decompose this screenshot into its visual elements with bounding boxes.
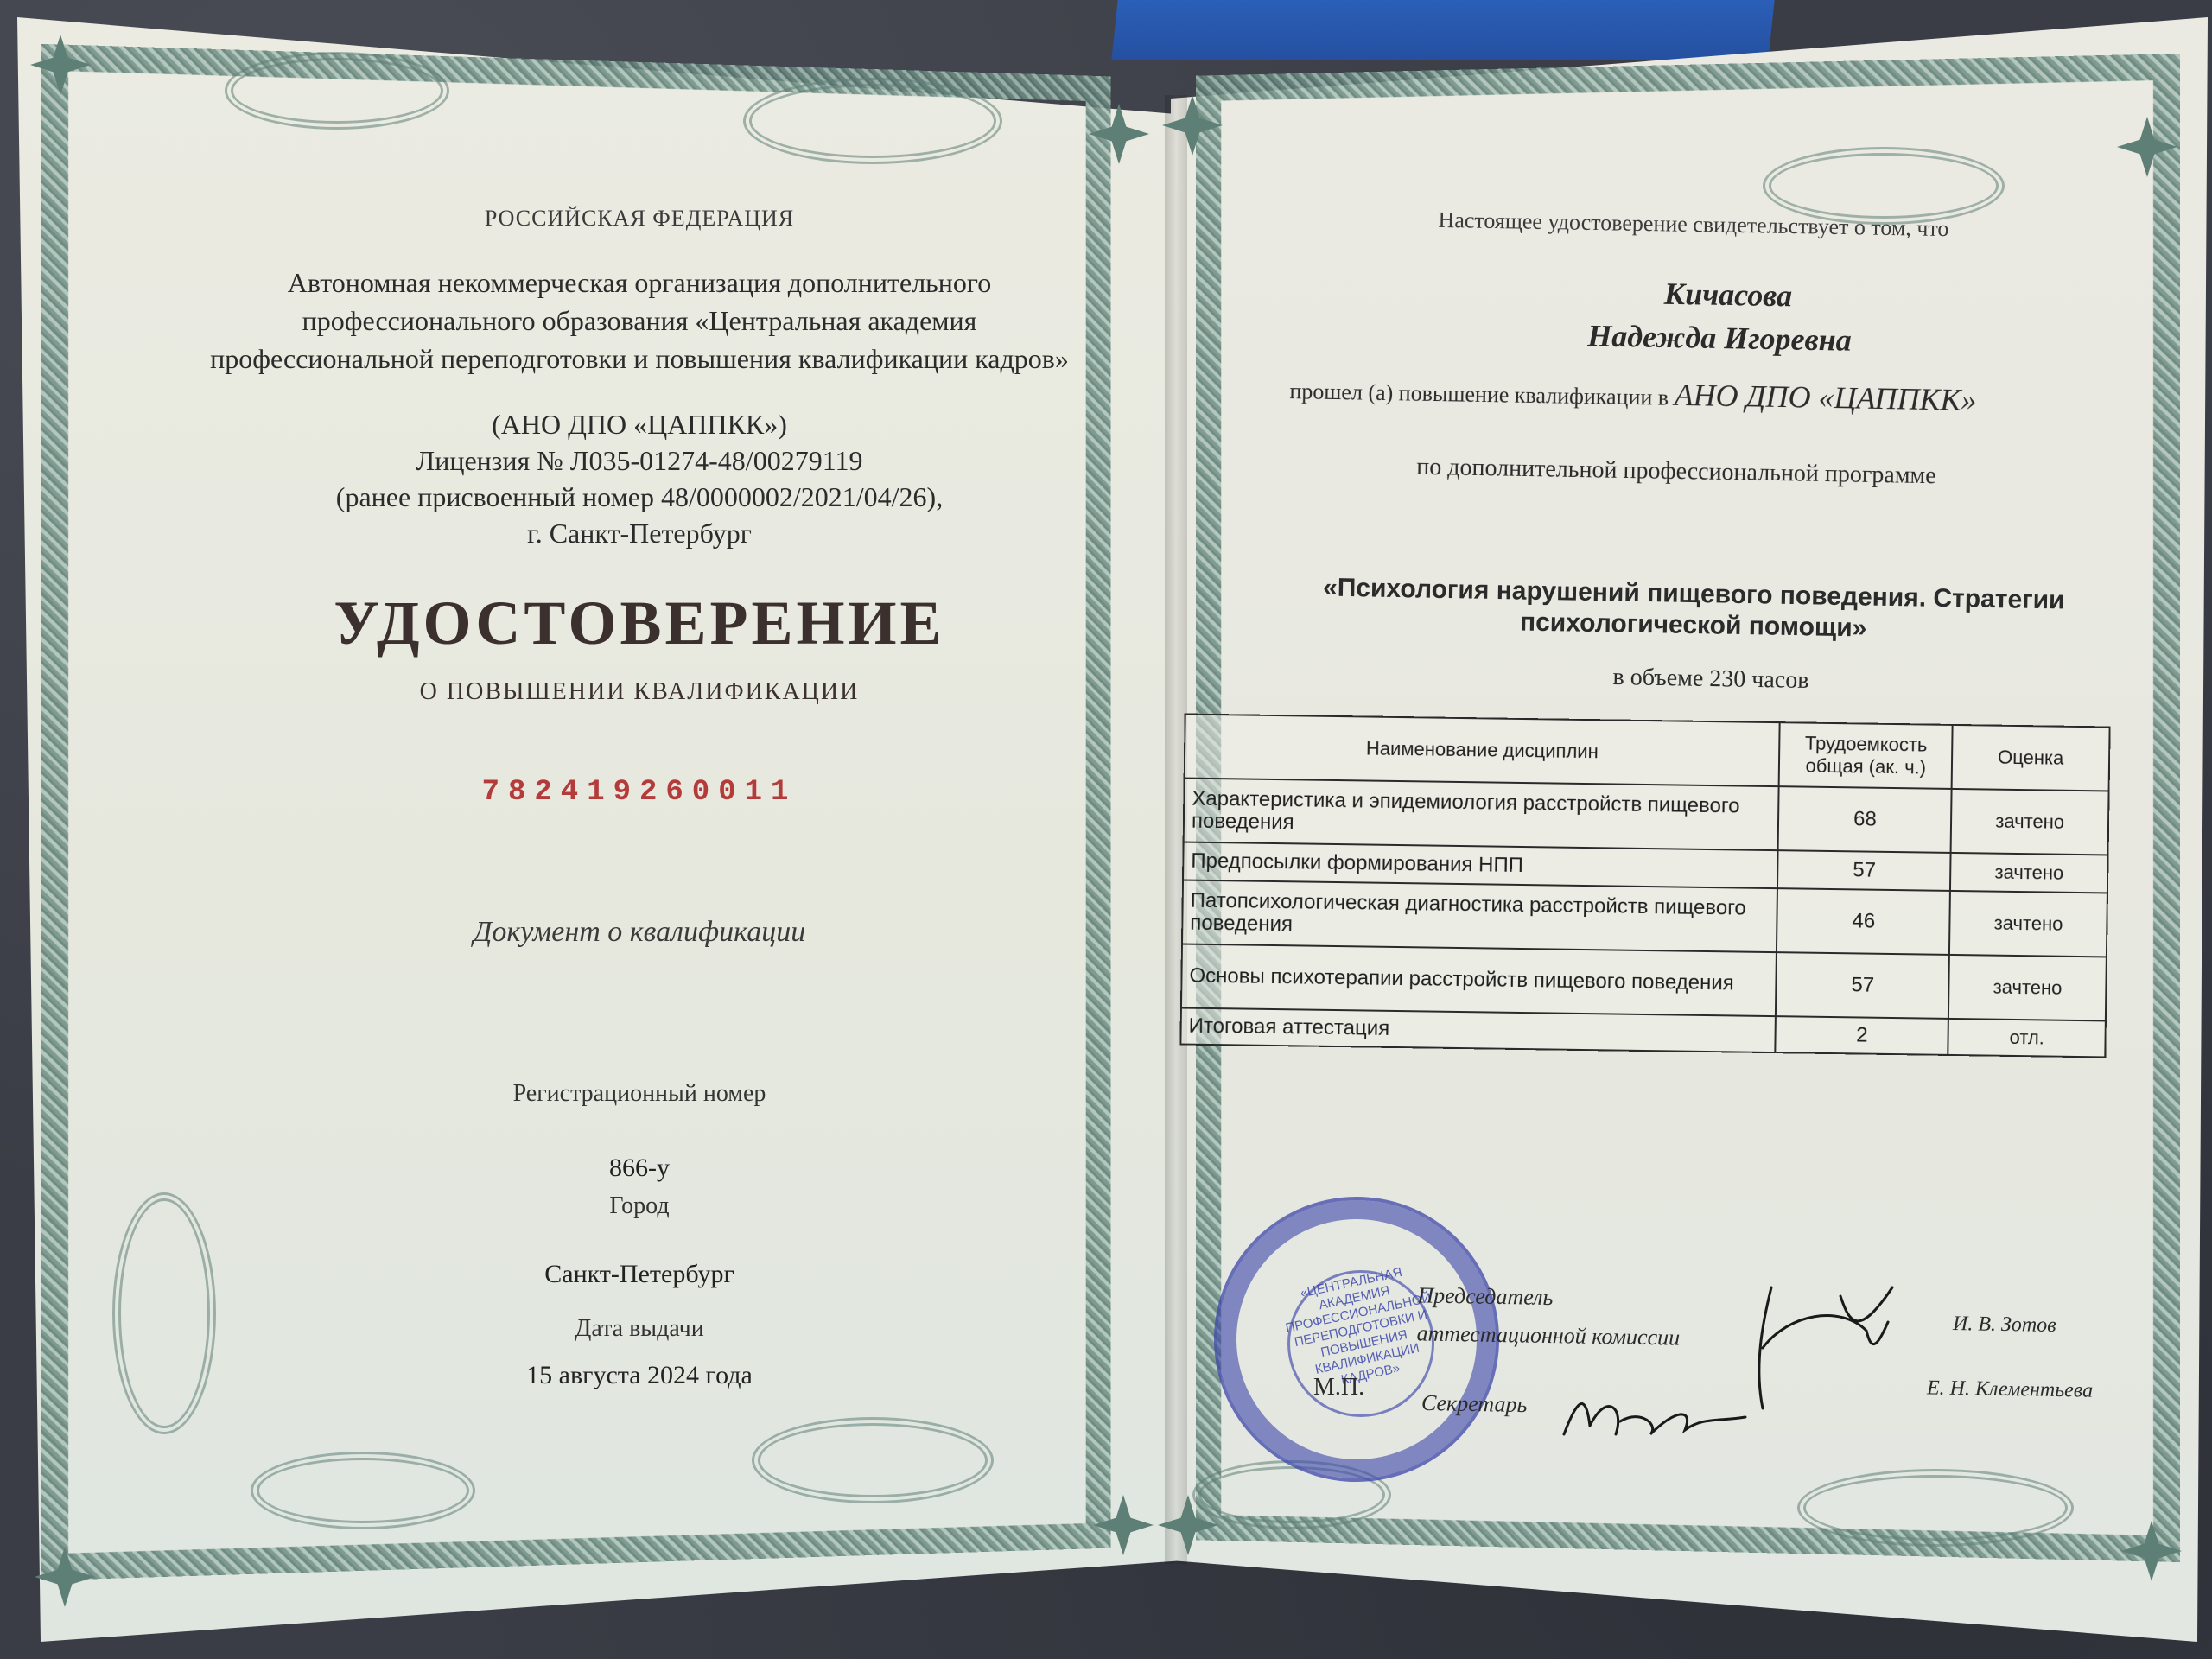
serial-number: 782419260011: [481, 776, 798, 809]
program-line: «Психология нарушений пищевого поведения. Стратегии: [1322, 573, 2065, 615]
chair-signature-icon: [1737, 1270, 1910, 1426]
license-previous-number: (ранее присвоенный номер 48/0000002/2021/04/26),: [335, 481, 944, 512]
secretary-signature-icon: [1555, 1374, 1754, 1452]
program-label: по дополнительной профессиональной программе: [1416, 453, 1936, 490]
org-line: профессионального образования «Центральная академия: [302, 305, 977, 336]
secretary-name: Е. Н. Клементьева: [1926, 1376, 2094, 1402]
license-number: Лицензия № Л035-01274-48/00279119: [416, 445, 863, 476]
secretary-title: Секретарь: [1421, 1389, 1528, 1418]
column-header: Оценка: [1952, 725, 2110, 791]
city-value: Санкт-Петербург: [544, 1260, 734, 1288]
seal-place-label: М.П.: [1313, 1374, 1365, 1401]
discipline-grade: отл.: [1948, 1019, 2106, 1058]
discipline-grade: зачтено: [1948, 955, 2107, 1021]
column-header: Трудоемкость общая (ак. ч.): [1779, 722, 1953, 789]
org-line: профессиональной переподготовки и повышения квалификации кадров»: [210, 343, 1069, 374]
document-subtitle: О ПОВЫШЕНИИ КВАЛИФИКАЦИИ: [419, 678, 860, 705]
guilloche-swirl: [225, 52, 449, 130]
org-line: Автономная некоммерческая организация дополнительного: [287, 267, 992, 298]
chair-title: [1416, 1276, 1681, 1357]
discipline-grade: зачтено: [1950, 853, 2107, 893]
discipline-hours: 46: [1777, 888, 1950, 955]
document-kind: Документ о квалификации: [473, 916, 806, 948]
guilloche-swirl: [251, 1452, 475, 1529]
blue-folder: [1111, 0, 1774, 60]
country-heading: РОССИЙСКАЯ ФЕДЕРАЦИЯ: [484, 206, 795, 231]
program-volume: в объеме 230 часов: [1612, 664, 1809, 694]
passed-prefix: прошел (а) повышение квалификации в: [1289, 378, 1669, 410]
city-label: Город: [609, 1192, 670, 1219]
discipline-hours: 57: [1776, 952, 1949, 1019]
program-line: психологической помощи»: [1519, 607, 1867, 643]
license-block: [121, 406, 1158, 551]
chair-name: И. В. Зотов: [1952, 1312, 2056, 1338]
org-abbreviation: (АНО ДПО «ЦАППКК»): [492, 409, 787, 440]
issue-date: 15 августа 2024 года: [526, 1361, 753, 1389]
discipline-grade: зачтено: [1949, 891, 2107, 957]
discipline-name: Характеристика и эпидемиология расстройств пищевого поведения: [1184, 779, 1779, 851]
official-seal-text: «ЦЕНТРАЛЬНАЯ АКАДЕМИЯ ПРОФЕССИОНАЛЬНОЙ ПЕРЕПОДГОТОВКИ И ПОВЫШЕНИЯ КВАЛИФИКАЦИИ КАДРОВ»: [1284, 1264, 1433, 1388]
guilloche-swirl: [112, 1192, 216, 1434]
chair-line: Председатель: [1417, 1282, 1554, 1311]
discipline-hours: 57: [1777, 850, 1950, 891]
recipient-given-names: Надежда Игоревна: [1586, 318, 1853, 358]
guilloche-swirl: [752, 1417, 994, 1503]
column-header: Наименование дисциплин: [1185, 715, 1780, 787]
discipline-name: Патопсихологическая диагностика расстройств пищевого поведения: [1182, 880, 1777, 953]
guilloche-swirl: [743, 78, 1002, 164]
registration-number: 866-у: [609, 1154, 670, 1182]
certifies-text: Настоящее удостоверение свидетельствует о том, что: [1438, 207, 1949, 242]
discipline-hours: 2: [1776, 1016, 1948, 1055]
document-title: УДОСТОВЕРЕНИЕ: [334, 588, 945, 658]
discipline-grade: зачтено: [1951, 789, 2109, 855]
chair-line: аттестационной комиссии: [1416, 1320, 1681, 1351]
discipline-hours: 68: [1778, 786, 1952, 853]
discipline-name: Основы психотерапии расстройств пищевого поведения: [1181, 944, 1777, 1017]
discipline-name: Итоговая аттестация: [1180, 1008, 1776, 1053]
passed-organization: АНО ДПО «ЦАППКК»: [1674, 377, 1977, 417]
issue-date-label: Дата выдачи: [575, 1315, 704, 1342]
discipline-name: Предпосылки формирования НПП: [1183, 842, 1778, 889]
registration-label: Регистрационный номер: [512, 1080, 766, 1107]
organization-name: [121, 264, 1158, 378]
license-city: г. Санкт-Петербург: [527, 518, 752, 549]
disciplines-table: [1179, 714, 2110, 1058]
recipient-surname: Кичасова: [1663, 276, 1793, 314]
guilloche-swirl: [1797, 1469, 2074, 1547]
